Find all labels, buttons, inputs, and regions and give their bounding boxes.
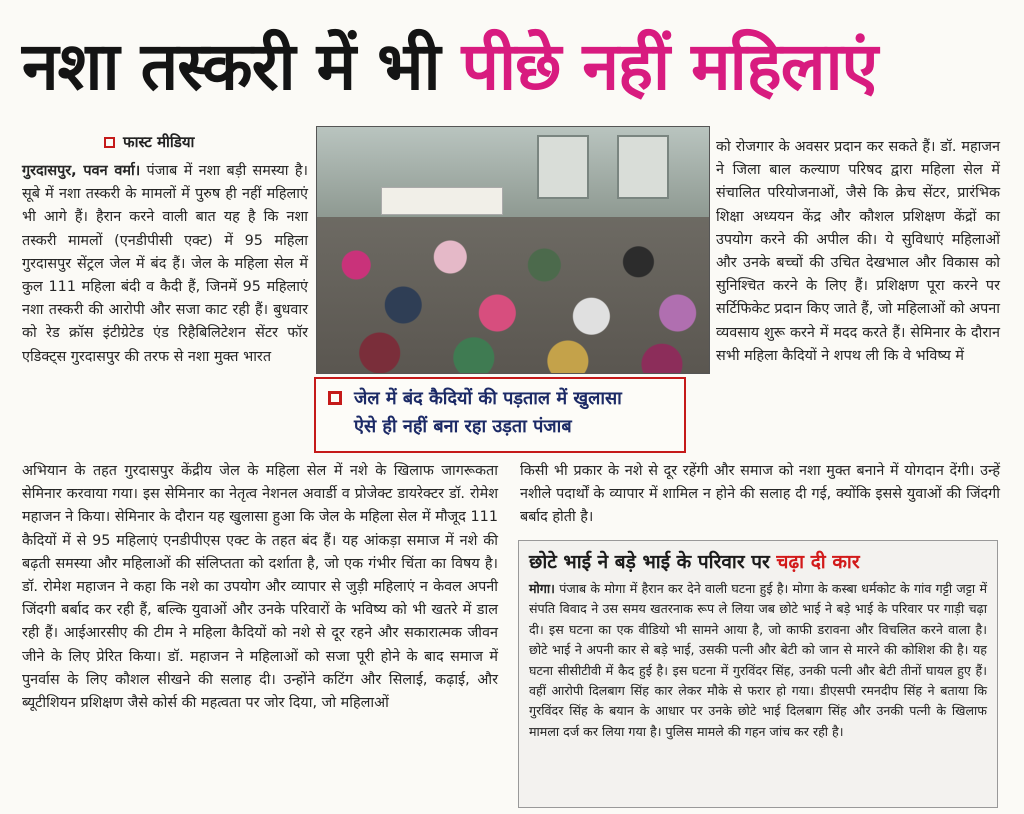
byline [104,132,194,152]
headline-part-2: पीछे नहीं महिलाएं [461,28,878,105]
article-text-right-wide: किसी भी प्रकार के नशे से दूर रहेंगी और समाज को नशा मुक्त बनाने में योगदान देंगी। उन्हें नशीले पदार्थों के व्यापार में शामिल न होने की सलाह दी गई, क्योंकि इससे युवाओं की जिंदगी बर्बाद होती है। [520,463,1000,526]
article-text-left: पंजाब में नशा बड़ी समस्या है। सूबे में नशा तस्करी के मामलों में पुरुष ही नहीं महिलाएं भी आगे हैं। हैरान करने वाली बात यह है कि नशा तस्करी मामलों (एनडीपीसी एक्ट) में 95 महिला गुरदासपुर सेंट्रल जेल में बंद हैं। जेल के महिला सेल में कुल 111 महिला बंदी व कैदी हैं, जिनमें 95 महिलाएं नशा तस्करी की आरोपी और सजा काट रही हैं। बुधवार को रेड क्रॉस इंटीग्रेटेड एंड रिहैबिलिटेशन सेंटर फॉर एडिक्ट्स गुरदासपुर की तरफ से नशा मुक्त भारत [22,163,308,365]
headline [22,12,1012,122]
secondary-headline [529,547,987,577]
photo-window [617,135,669,199]
byline-text: फास्ट मीडिया [123,133,195,151]
article-column-wide [22,460,498,715]
article-column-right [716,136,1000,368]
square-bullet-icon [328,391,342,405]
secondary-body [529,579,987,742]
secondary-body-text: पंजाब के मोगा में हैरान कर देने वाली घटना हुई है। मोगा के कस्बा धर्मकोट के गांव गट्टी जट्टा में संपति विवाद ने उस समय खतरनाक रूप ले लिया जब छोटे भाई ने बड़े भाई के परिवार पर गाड़ी चढ़ा दी। इस घटना का एक वीडियो भी सामने आया है, जो काफी डरावना और विचलित करने वाला है। छोटे भाई ने अपनी कार से बड़े भाई, उसकी पत्नी और बेटी को जान से मारने की कोशिश की है। यह घटना सीसीटीवी में कैद हुई है। इस घटना में गुरविंदर सिंह, उनकी पत्नी और बेटी तीनों घायल हुए हैं। वहीं आरोपी दिलबाग सिंह कार लेकर मौके से फरार हो गया। डीएसपी रमनदीप सिंह ने बताया कि गुरविंदर सिंह के बयान के आधार पर उनके छोटे भाई दिलबाग सिंह और उनकी पत्नी के खिलाफ मामला दर्ज कर लिया गया है। पुलिस मामले की गहन जांच कर रही है। [529,581,987,739]
photo-table [381,187,503,215]
square-bullet-icon [104,137,115,148]
photo-crowd [317,217,709,374]
headline-part-1: नशा तस्करी में भी [22,28,462,105]
callout-line-1: जेल में बंद कैदियों की पड़ताल में खुलासा [354,388,622,409]
callout-line-2: ऐसे ही नहीं बना रहा उड़ता पंजाब [354,416,572,437]
article-column-right-wide [520,460,1000,530]
secondary-news-box [518,540,998,808]
secondary-headline-part-1: छोटे भाई ने बड़े भाई के परिवार पर [529,551,777,573]
article-text-wide: अभियान के तहत गुरदासपुर केंद्रीय जेल के महिला सेल में नशे के खिलाफ जागरूकता सेमिनार करवाया गया। इस सेमिनार का नेतृत्व नेशनल अवार्डी व प्रोजेक्ट डायरेक्टर डॉ. रोमेश महाजन ने किया। सेमिनार के दौरान यह खुलासा हुआ कि जेल के महिला सेल में मौजूद 111 कैदियों में से 95 महिलाएं एनडीपीएस एक्ट के तहत बंद हैं। यह आंकड़ा समाज में नशे की बढ़ती समस्या और महिलाओं की संलिप्तता को दर्शाता है, जो एक गंभीर चिंता का विषय है। डॉ. रोमेश महाजन ने कहा कि नशे का उपयोग और व्यापार से जुड़ी महिलाएं न केवल अपनी जिंदगी बर्बाद कर रही हैं, बल्कि युवाओं और उनके परिवारों के भविष्य को भी खतरे में डाल रही हैं। आईआरसीए की टीम ने महिला कैदियों को नशे से दूर रहने और सकारात्मक जीवन जीने के लिए प्रेरित किया। डॉ. महाजन ने महिलाओं को सजा पूरी होने के बाद समाज में पुनर्वास के लिए कौशल सीखने की सलाह दी। उन्होंने कटिंग और सिलाई, कढ़ाई, और ब्यूटीशियन प्रशिक्षण जैसे कोर्स की महत्वता पर जोर दिया, जो महिलाओं [22,463,498,712]
article-column-left [22,160,308,369]
secondary-headline-part-2: चढ़ा दी कार [776,551,860,573]
dateline: गुरदासपुर, पवन वर्मा। [22,163,141,179]
callout-box [314,377,686,453]
secondary-dateline: मोगा। [529,581,555,596]
photo-window [537,135,589,199]
seminar-photo [316,126,710,374]
article-text-right: को रोजगार के अवसर प्रदान कर सकते हैं। डॉ. महाजन ने जिला बाल कल्याण परिषद द्वारा महिला सेल में संचालित परियोजनाओं, जैसे कि क्रेच सेंटर, प्रारंभिक शिक्षा अध्ययन केंद्र और कौशल प्रशिक्षण केंद्रों का उपयोग करने की अपील की। ये सुविधाएं महिलाओं और उनके बच्चों की उचित देखभाल और विकास को सुनिश्चित करने के लिए हैं। प्रशिक्षण पूरा करने पर सर्टिफिकेट प्रदान किए जाते हैं, जो महिलाओं को अपना व्यवसाय शुरू करने में मदद करते हैं। सेमिनार के दौरान सभी महिला कैदियों ने शपथ ली कि वे भविष्य में [716,139,1000,364]
